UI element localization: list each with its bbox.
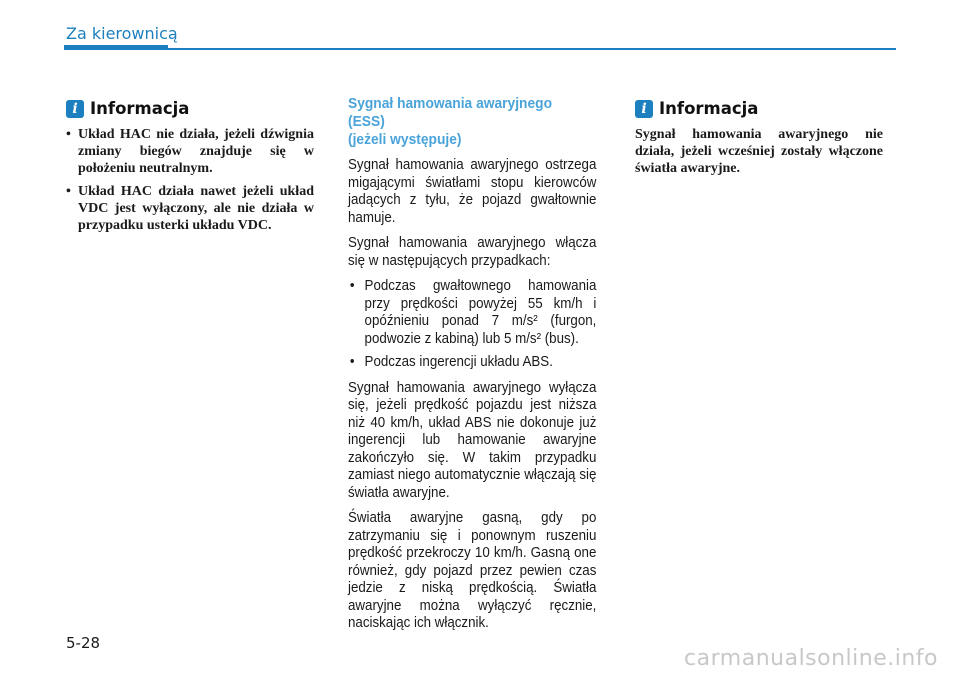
column-middle — [348, 95, 596, 641]
list-item: • Układ HAC działa nawet jeżeli układ VDC jest wyłączony, ale nie działa w przypadku usterki układu VDC. — [66, 183, 314, 234]
conditions-list — [348, 278, 596, 372]
list-item: • Podczas gwałtownego hamowania przy prędkości powyżej 55 km/h i opóźnieniu ponad 7 m/s² (furgon, podwozie z kabiną) lub 5 m/s² (bus). — [348, 278, 596, 348]
info-icon: i — [635, 100, 653, 118]
section-header-title: Za kierownicą — [66, 24, 178, 43]
column-left — [66, 95, 314, 240]
info-text: Sygnał hamowania awaryjnego nie działa, jeżeli wcześniej zostały włączone światła awaryjne. — [635, 127, 883, 176]
paragraph: Sygnał hamowania awaryjnego wyłącza się, jeżeli prędkość pojazdu jest niższa niż 40 km/h, układ ABS nie dokonuje już ingerencji lub hamowanie awaryjne zakończyło się. W takim przypadku zamiast niego automatycznie włączają się światła awaryjne. — [348, 379, 597, 501]
info-title: Informacja — [90, 99, 190, 118]
info-heading — [66, 99, 314, 118]
header-rule — [64, 48, 896, 50]
info-bullet-list — [66, 126, 314, 234]
watermark: carmanualsonline.info — [684, 646, 938, 671]
section-title-line: (jeżeli występuje) — [348, 131, 462, 148]
paragraph: Sygnał hamowania awaryjnego ostrzega migającymi światłami stopu kierowców jadących z tyłu, że pojazd gwałtownie hamuje. — [348, 157, 597, 226]
column-right — [635, 95, 883, 177]
list-item: • Podczas ingerencji układu ABS. — [348, 354, 596, 372]
section-title-line: Sygnał hamowania awaryjnego (ESS) — [348, 95, 552, 130]
info-heading — [635, 99, 883, 118]
section-title — [348, 95, 576, 149]
info-icon: i — [66, 100, 84, 118]
list-item: • Układ HAC nie działa, jeżeli dźwignia zmiany biegów znajduje się w położeniu neutralnym. — [66, 126, 314, 177]
info-title: Informacja — [659, 99, 759, 118]
paragraph: Sygnał hamowania awaryjnego włącza się w następujących przypadkach: — [348, 235, 597, 269]
paragraph: Światła awaryjne gasną, gdy po zatrzymaniu się i ponownym ruszeniu prędkość przekroczy 10 km/h. Gasną one również, gdy pojazd przez pewien czas jedzie z niską prędkością. Światła awaryjne można wyłączyć ręcznie, naciskając ich włącznik. — [348, 510, 597, 631]
page-number: 5-28 — [66, 634, 101, 652]
